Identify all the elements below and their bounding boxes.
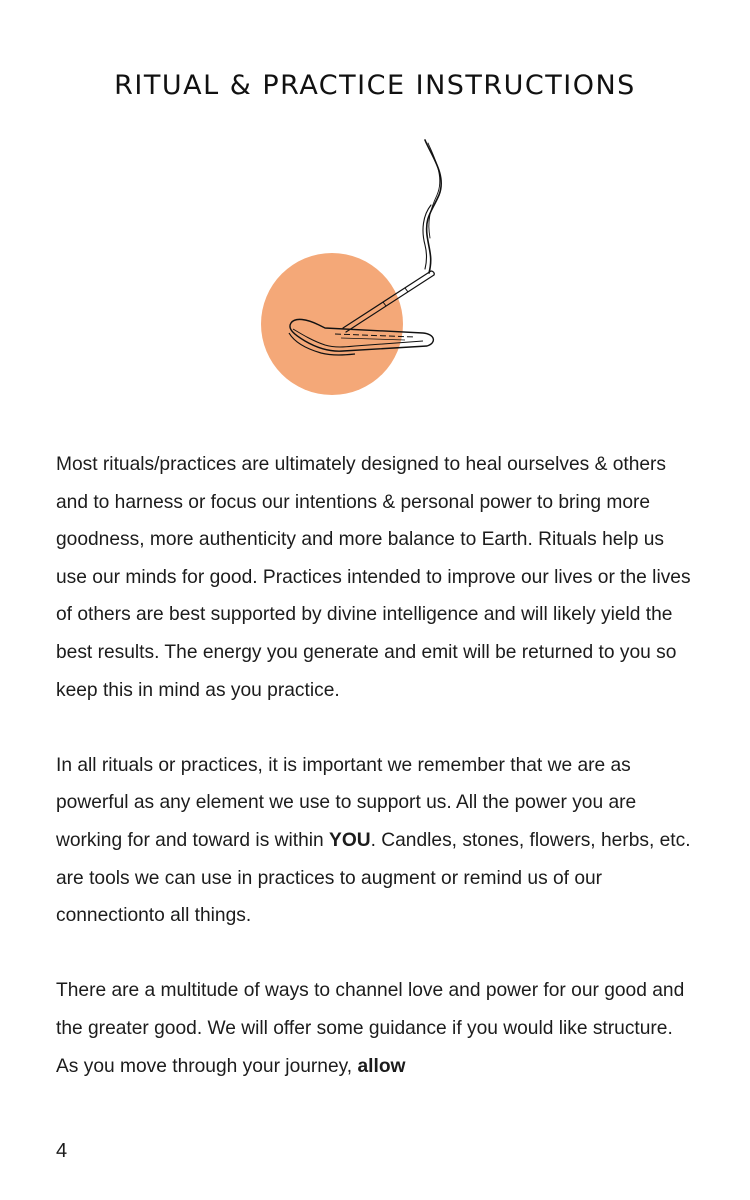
paragraph-2-text-b: . Candles, stones, flowers, herbs, etc. are tools we can use in practices to augment or remind us of our connectionto all things. — [56, 829, 691, 927]
paragraph-2 — [56, 747, 696, 935]
paragraph-2-emphasis: YOU — [329, 829, 371, 851]
paragraph-3-emphasis: allow — [357, 1055, 406, 1077]
smoke-line-icon — [425, 140, 441, 273]
page-number: 4 — [56, 1140, 68, 1162]
incense-stick-icon — [255, 135, 445, 400]
sun-circle — [261, 253, 403, 395]
illustration — [255, 135, 445, 400]
paragraph-3 — [56, 972, 696, 1085]
body-text — [56, 446, 696, 1085]
page-title: RITUAL & PRACTICE INSTRUCTIONS — [114, 70, 636, 102]
paragraph-1: Most rituals/practices are ultimately designed to heal ourselves & others and to harness or focus our intentions & personal power to bring more goodness, more authenticity and more balance to Earth. Rituals help us use our minds for good. Practices intended to improve our lives or the lives of others are best supported by divine intelligence and will likely yield the best results. The energy you generate and emit will be returned to you so keep this in mind as you practice. — [56, 454, 691, 701]
paragraph-2-text-a: In all rituals or practices, it is important we remember that we are as powerful as any element we use to support us. All the power you are working for and toward is within — [56, 754, 637, 851]
paragraph-3-text: There are a multitude of ways to channel love and power for our good and the greater good. We will offer some guidance if you would like structure. As you move through your journey, — [56, 980, 685, 1077]
